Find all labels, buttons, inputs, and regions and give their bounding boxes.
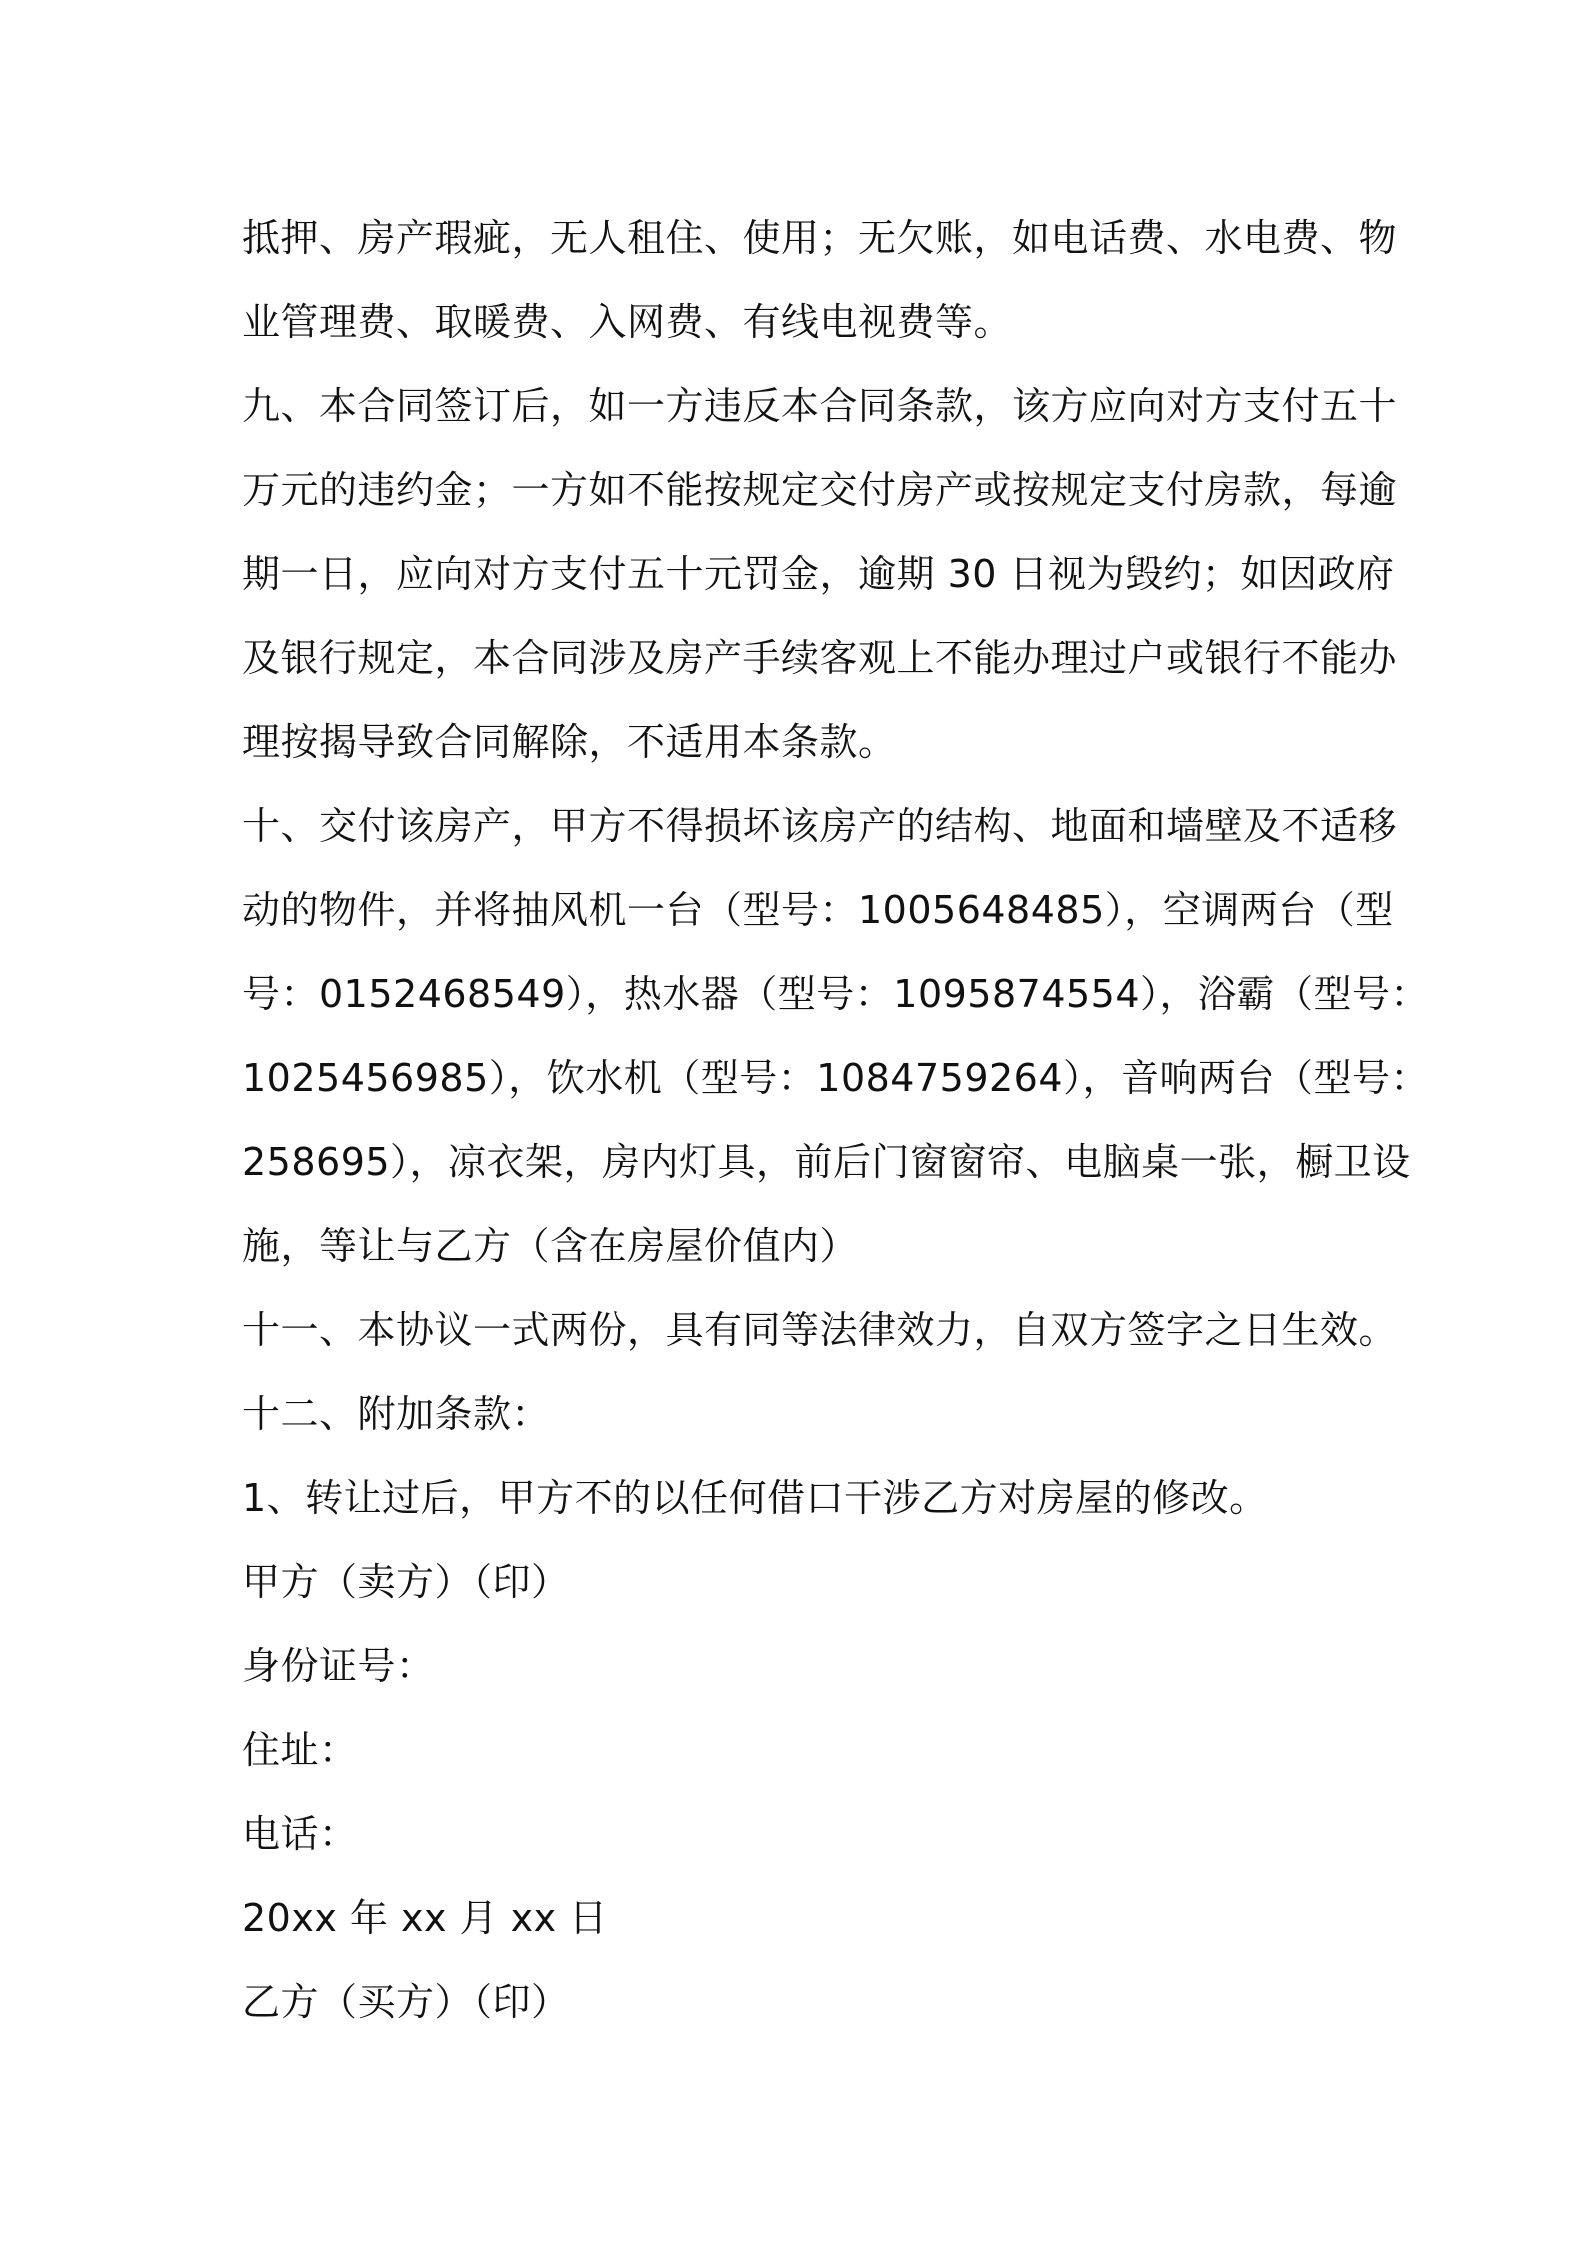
party-a-signature-label: 甲方（卖方）（印） — [242, 1560, 570, 1604]
clause-8-continuation-line-1: 抵押、房产瑕疵，无人租住、使用；无欠账，如电话费、水电费、物 — [242, 216, 1398, 260]
clause-8-continuation-line-2: 业管理费、取暖费、入网费、有线电视费等。 — [242, 300, 1013, 344]
clause-10-line-6: 施，等让与乙方（含在房屋价值内） — [242, 1224, 859, 1268]
clause-9-line-1: 九、本合同签订后，如一方违反本合同条款，该方应向对方支付五十 — [242, 384, 1398, 428]
document-body — [242, 196, 1430, 2044]
clause-10-line-1: 十、交付该房产，甲方不得损坏该房产的结构、地面和墙壁及不适移 — [242, 804, 1398, 848]
address-label: 住址： — [242, 1728, 358, 1772]
clause-9-line-3: 期一日，应向对方支付五十元罚金，逾期 30 日视为毁约；如因政府 — [242, 552, 1395, 596]
clause-12-item-1: 1、转让过后，甲方不的以任何借口干涉乙方对房屋的修改。 — [242, 1476, 1268, 1520]
party-b-signature-label: 乙方（买方）（印） — [242, 1980, 570, 2024]
clause-9-line-4: 及银行规定，本合同涉及房产手续客观上不能办理过户或银行不能办 — [242, 636, 1398, 680]
clause-10-line-3: 号：0152468549），热水器（型号：1095874554），浴霸（型号： — [242, 972, 1430, 1016]
clause-10-line-2: 动的物件，并将抽风机一台（型号：1005648485），空调两台（型 — [242, 888, 1394, 932]
phone-label: 电话： — [242, 1812, 358, 1856]
clause-10-line-5: 258695），凉衣架，房内灯具，前后门窗窗帘、电脑桌一张，橱卫设 — [242, 1140, 1411, 1184]
id-number-label: 身份证号： — [242, 1644, 435, 1688]
clause-10-line-4: 1025456985），饮水机（型号：1084759264），音响两台（型号： — [242, 1056, 1430, 1100]
clause-11-line: 十一、本协议一式两份，具有同等法律效力，自双方签字之日生效。 — [242, 1308, 1398, 1352]
clause-9-line-5: 理按揭导致合同解除，不适用本条款。 — [242, 720, 897, 764]
date-line: 20xx 年 xx 月 xx 日 — [242, 1896, 608, 1940]
clause-12-heading: 十二、附加条款： — [242, 1392, 551, 1436]
clause-9-line-2: 万元的违约金；一方如不能按规定交付房产或按规定支付房款，每逾 — [242, 468, 1398, 512]
